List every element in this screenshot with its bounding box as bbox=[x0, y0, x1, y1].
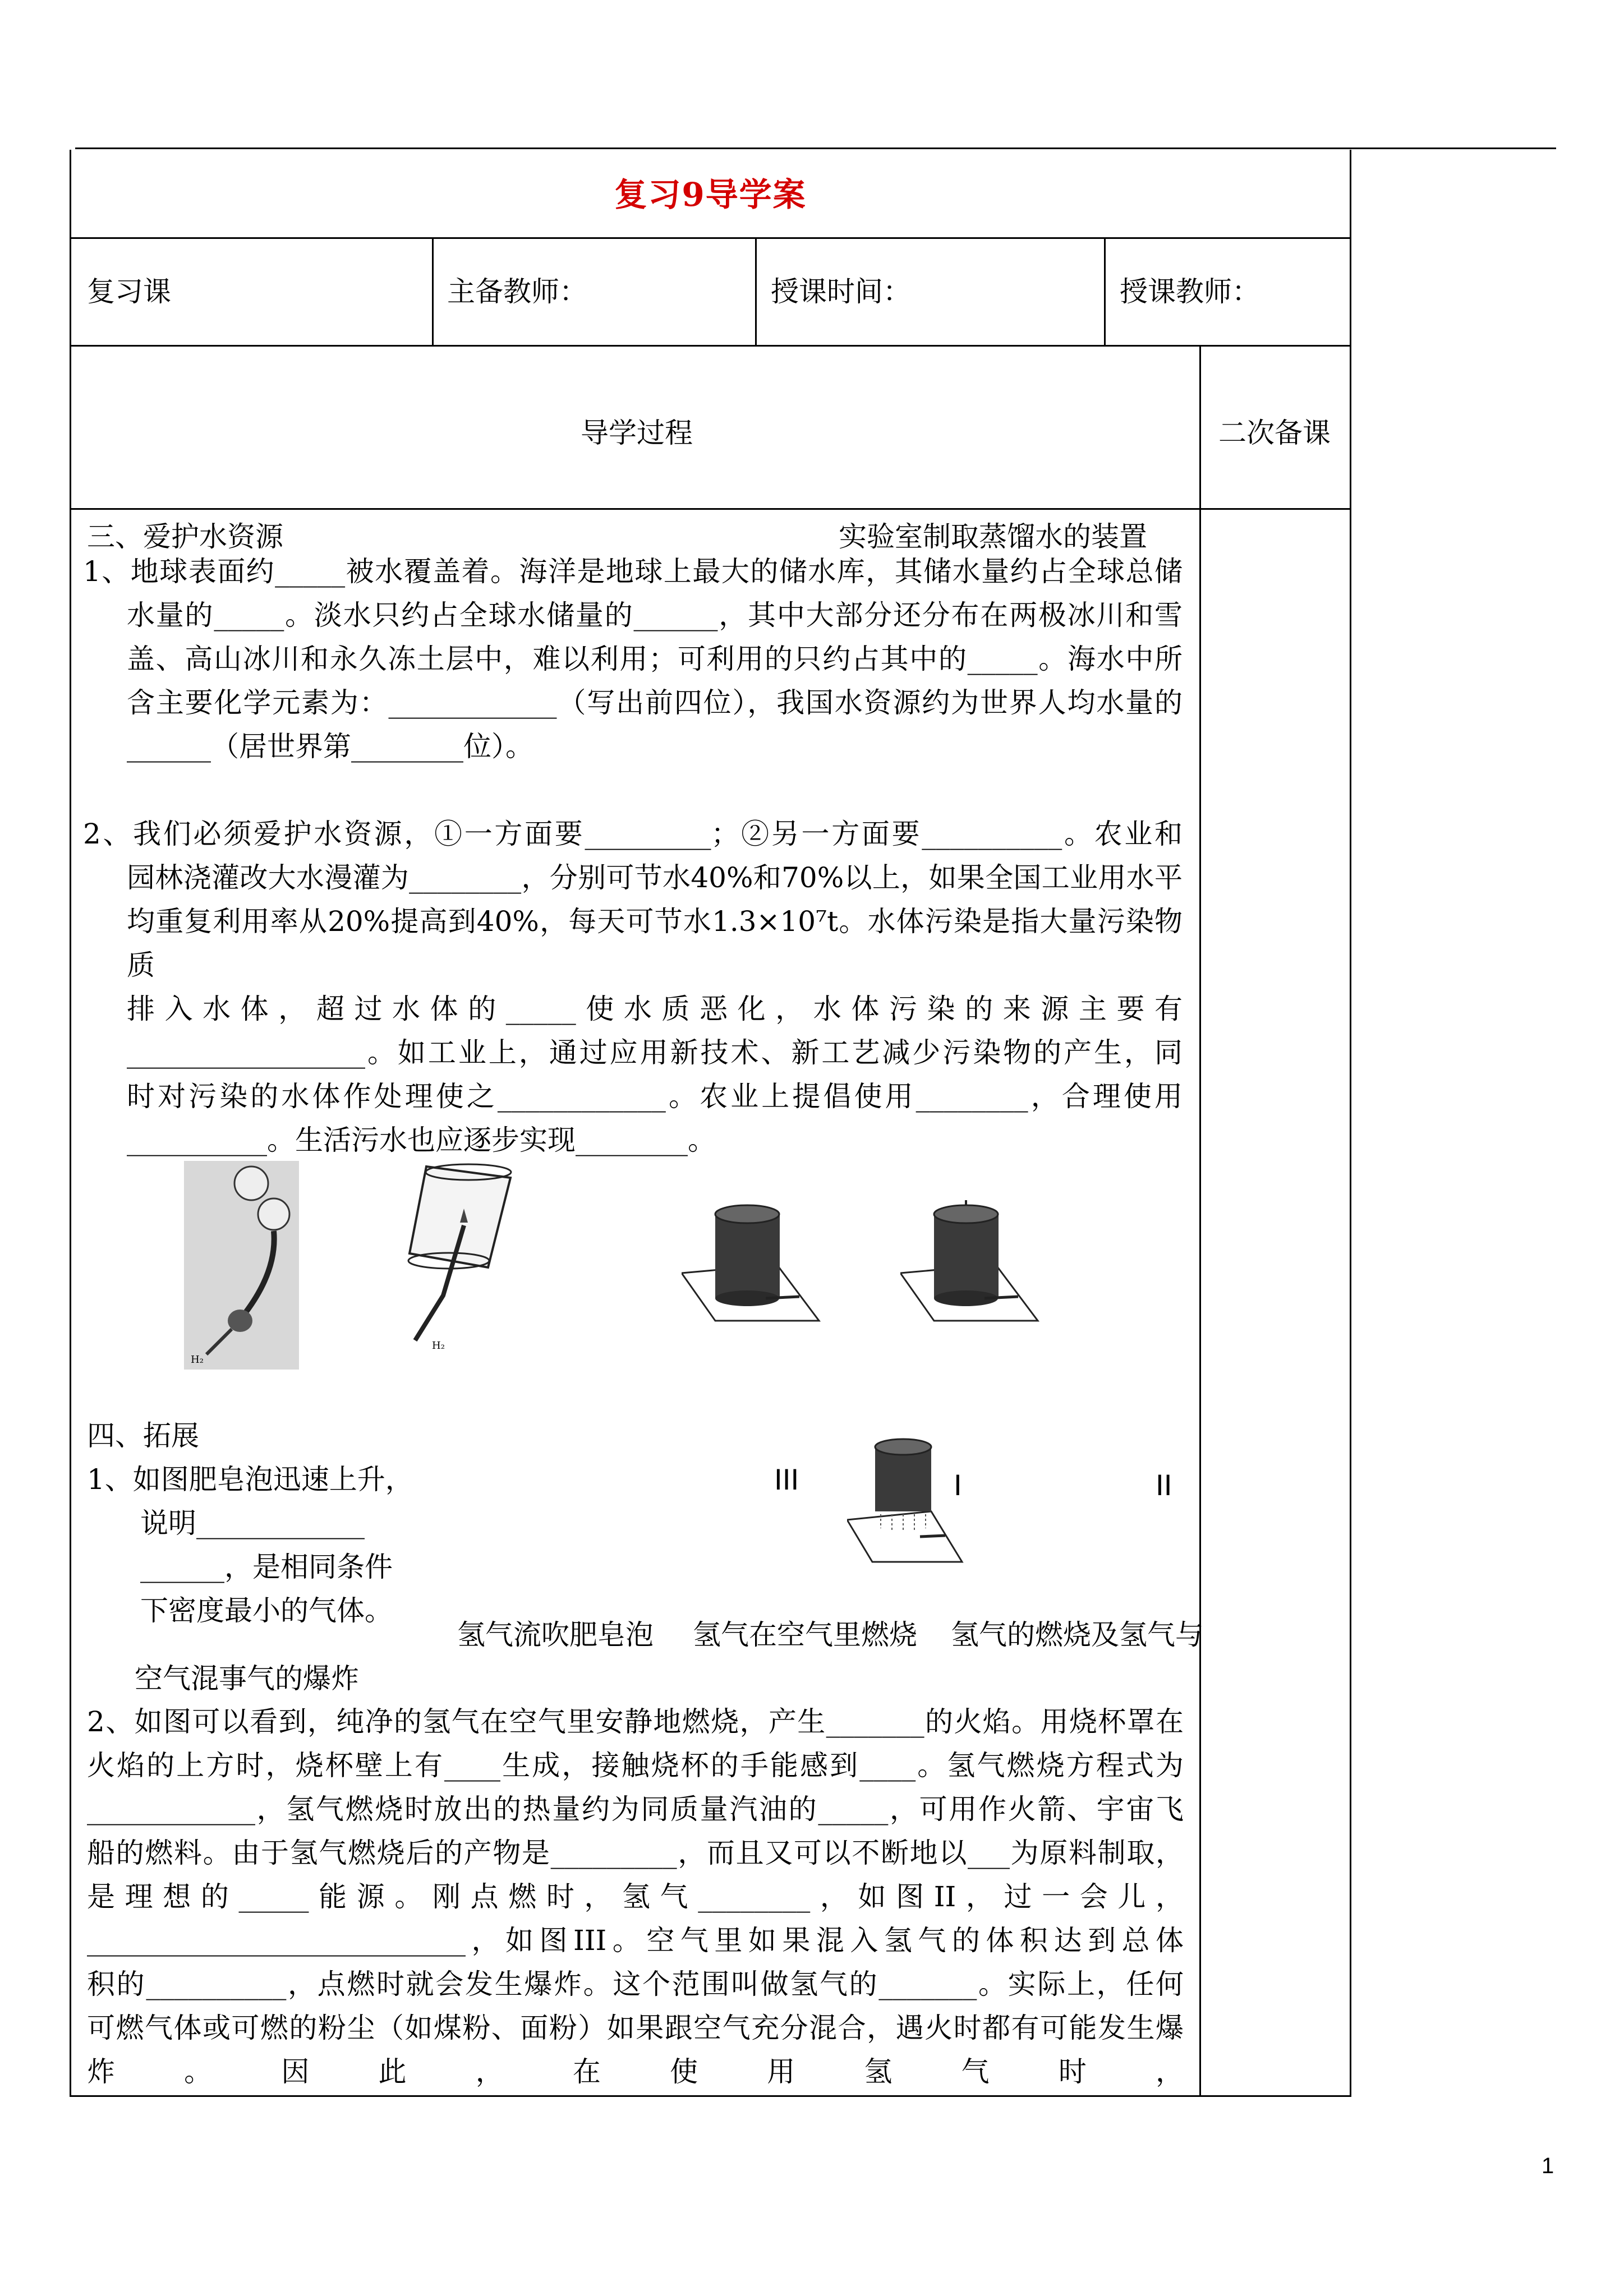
section4-item2 bbox=[87, 1700, 1184, 2094]
page-title: 复习9导学案 bbox=[614, 176, 807, 214]
s3-i2-line5: _________________。如工业上，通过应用新技术、新工艺减少污染物的产生，同 bbox=[127, 1036, 1183, 1069]
s3-i2-line3: 均重复利用率从20%提高到40%，每天可节水1.3×10⁷t。水体污染是指大量污染物质 bbox=[127, 905, 1183, 981]
s3-i1-line1: 1、地球表面约_____被水覆盖着。海洋是地球上最大的储水库，其储水量约占全球总储 bbox=[83, 555, 1183, 588]
s4-i2-line4: 船的燃料。由于氢气燃烧后的产物是_________，而且又可以不断地以___为原料制取， bbox=[87, 1837, 1184, 1869]
s4-i1-line2: 说明____________ bbox=[140, 1507, 365, 1539]
hdr-div-1 bbox=[432, 237, 434, 346]
s4-i1-line3: ______，是相同条件 bbox=[140, 1551, 393, 1583]
s3-i2-line6: 时对污染的水体作处理使之____________。农业上提倡使用________，合理使用 bbox=[127, 1080, 1183, 1113]
instructor: 授课教师： bbox=[1120, 275, 1260, 308]
s4-i2-line1: 2、如图可以看到，纯净的氢气在空气里安静地燃烧，产生_______的火焰。用烧杯罩在 bbox=[87, 1705, 1184, 1738]
row-sep-2 bbox=[70, 345, 1351, 347]
caption-burn: 氢气在空气里燃烧 bbox=[693, 1619, 917, 1651]
s3-i1-line5: ______（居世界第________位）。 bbox=[127, 730, 533, 763]
h2-label-b: H₂ bbox=[432, 1340, 445, 1352]
s3-i2-line4: 排入水体，超过水体的_____使水质恶化，水体污染的来源主要有 bbox=[127, 993, 1183, 1025]
s4-i1-line4: 下密度最小的气体。 bbox=[140, 1594, 393, 1627]
s3-i2-line7: __________。生活污水也应逐步实现________。 bbox=[127, 1124, 716, 1156]
section3-item1 bbox=[83, 550, 1183, 768]
s4-i2-line8: 可燃气体或可燃的粉尘（如煤粉、面粉）如果跟空气充分混合，遇火时都有可能发生爆 bbox=[87, 2012, 1184, 2044]
s3-i2-line1: 2、我们必须爱护水资源，①一方面要_________；②另一方面要__________。农业和 bbox=[83, 818, 1183, 850]
h2-label-a: H₂ bbox=[191, 1354, 204, 1366]
s4-i1-line1: 1、如图肥皂泡迅速上升， bbox=[87, 1463, 413, 1496]
caption-explode-1: 氢气的燃烧及氢气与 bbox=[951, 1619, 1203, 1651]
row-sep-3 bbox=[70, 508, 1351, 510]
row-sep-1 bbox=[70, 237, 1351, 239]
col-div bbox=[1199, 345, 1201, 2097]
lead-teacher: 主备教师： bbox=[447, 275, 587, 308]
table-left-border bbox=[70, 150, 71, 2097]
s3-i1-line4: 含主要化学元素为：____________（写出前四位），我国水资源约为世界人均水量的 bbox=[127, 686, 1183, 719]
secondary-prep-header: 二次备课 bbox=[1218, 417, 1331, 449]
section3-item2 bbox=[83, 812, 1183, 1162]
table-right-border bbox=[1350, 150, 1351, 2097]
cylinder-figure-b bbox=[900, 1200, 1041, 1324]
hdr-div-3 bbox=[1104, 237, 1106, 346]
course-type: 复习课 bbox=[87, 275, 171, 308]
hydrogen-burning-figure bbox=[381, 1155, 527, 1363]
hdr-div-2 bbox=[755, 237, 757, 346]
label-iii: III bbox=[774, 1464, 799, 1496]
caption-soap: 氢气流吹肥皂泡 bbox=[457, 1619, 654, 1651]
section3-heading: 三、爱护水资源 bbox=[87, 520, 283, 553]
section3-aside: 实验室制取蒸馏水的装置 bbox=[839, 520, 1147, 553]
label-ii: II bbox=[1156, 1469, 1172, 1502]
caption-explode-2: 空气混事气的爆炸 bbox=[135, 1662, 359, 1695]
s4-i2-line2: 火焰的上方时，烧杯壁上有____生成，接触烧杯的手能感到____。氢气燃烧方程式为 bbox=[87, 1749, 1184, 1782]
s3-i1-line3: 盖、高山冰川和永久冻土层中，难以利用；可利用的只约占其中的_____。海水中所 bbox=[127, 643, 1183, 675]
lesson-time: 授课时间： bbox=[771, 275, 911, 308]
top-rule bbox=[75, 147, 1556, 149]
section4-heading: 四、拓展 bbox=[87, 1419, 199, 1452]
explosion-figure bbox=[847, 1436, 965, 1565]
table-bottom-border bbox=[70, 2095, 1351, 2097]
page-number: 1 bbox=[1542, 2154, 1554, 2178]
s4-i2-line7: 积的__________，点燃时就会发生爆炸。这个范围叫做氢气的_______。实际上，任何 bbox=[87, 1968, 1184, 2000]
s4-i2-line6: ___________________________，如图III。空气里如果混入氢气的体积达到总体 bbox=[87, 1924, 1184, 1957]
s3-i2-line2: 园林浇灌改大水漫灌为________，分别可节水40%和70%以上，如果全国工业用水平 bbox=[127, 861, 1183, 894]
cylinder-figure-a bbox=[682, 1200, 822, 1324]
process-header: 导学过程 bbox=[581, 417, 693, 449]
label-i: I bbox=[954, 1469, 962, 1502]
s4-i2-line3: ____________，氢气燃烧时放出的热量约为同质量汽油的_____，可用作火箭、宇宙飞 bbox=[87, 1793, 1184, 1825]
s4-i2-line5: 是理想的_____能源。刚点燃时，氢气________，如图II，过一会儿， bbox=[87, 1880, 1184, 1913]
s3-i1-line2: 水量的_____。淡水只约占全球水储量的______，其中大部分还分布在两极冰川和雪 bbox=[127, 599, 1183, 631]
soap-bubble-figure bbox=[184, 1161, 299, 1370]
s4-i2-line9: 炸。因此，在使用氢气时， bbox=[87, 2055, 1184, 2088]
